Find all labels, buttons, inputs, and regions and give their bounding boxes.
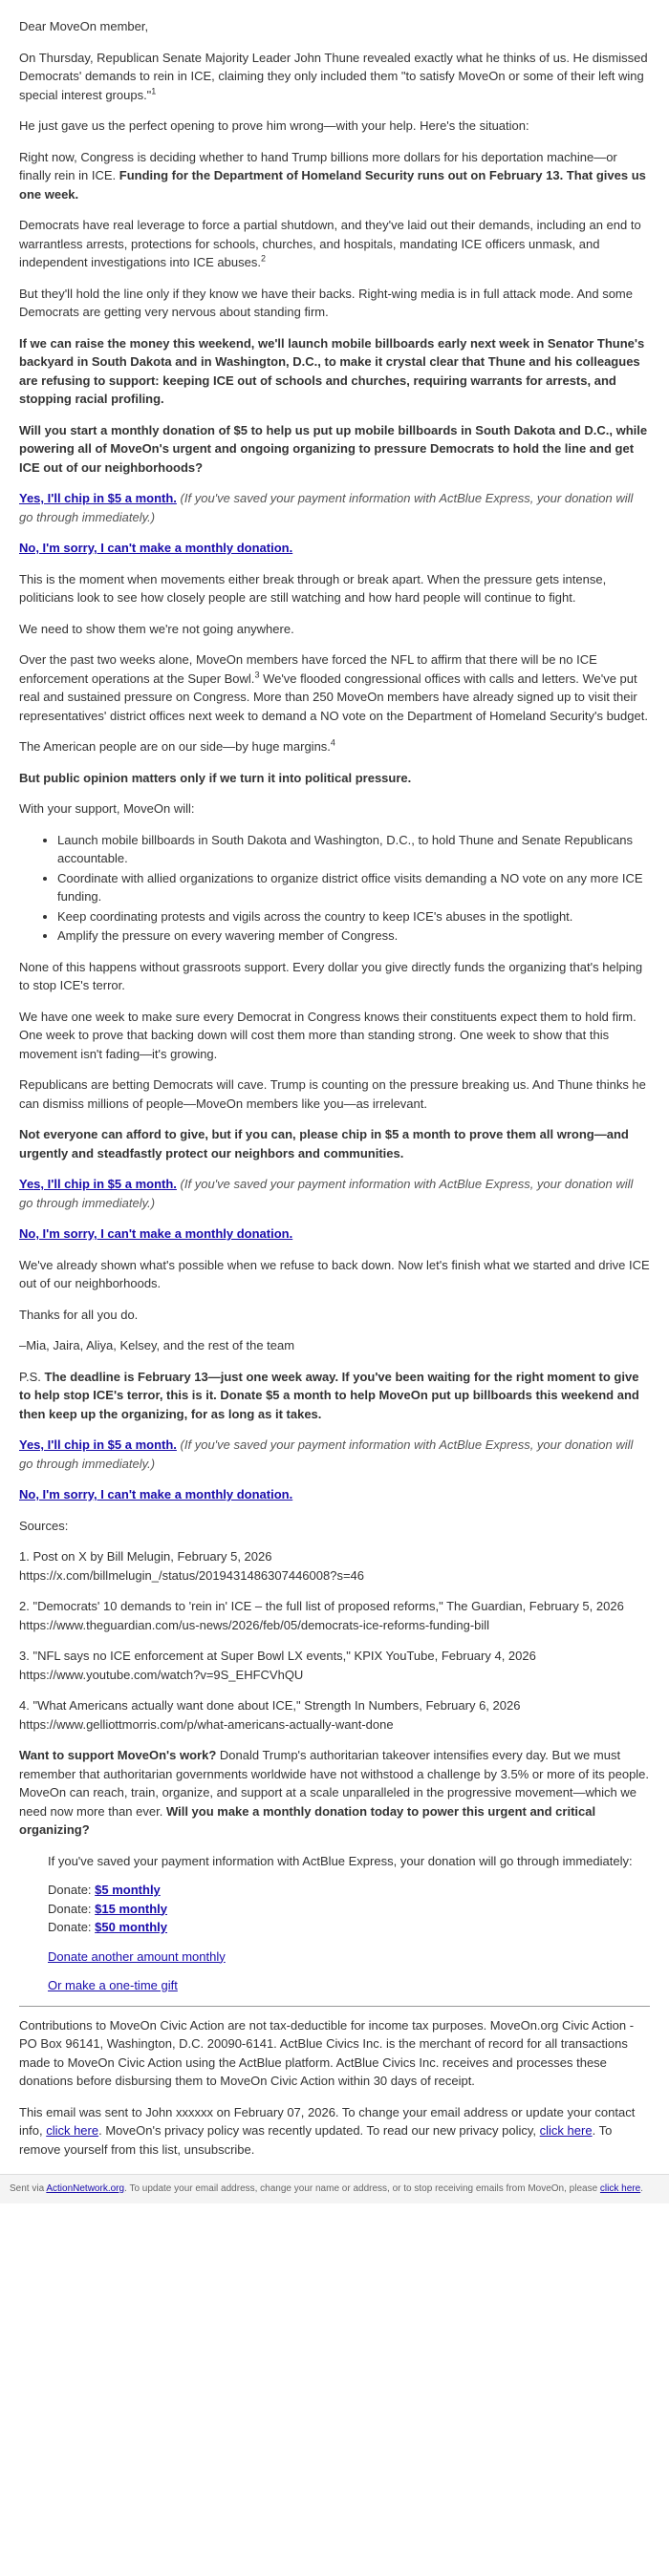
paragraph: We need to show them we're not going anywhere.: [19, 621, 294, 636]
plan-list: [19, 831, 650, 946]
paragraph: Republicans are betting Democrats will cave. Trump is counting on the pressure breaking us. And Thune thinks he can dismiss millions of people—MoveOn members like you—as irrelevant.: [19, 1077, 646, 1111]
source-item: 4. "What Americans actually want done about ICE," Strength In Numbers, February 6, 2026 https://www.gelliottmorris.com/p/what-americans-actually-want-done: [19, 1698, 521, 1732]
paragraph: With your support, MoveOn will:: [19, 801, 195, 816]
donation-ask: Will you start a monthly donation of $5 to help us put up mobile billboards in South Dakota and D.C., while powering all of MoveOn's urgent and ongoing organizing to pressure Democrats to hold the line and get ICE out of our neighborhoods?: [19, 422, 648, 475]
cta-yes: [19, 1175, 650, 1212]
action-network-link[interactable]: ActionNetwork.org: [46, 2183, 125, 2194]
paragraph: Not everyone can afford to give, but if you can, please chip in $5 a month to prove them all wrong—and urgently and steadfastly protect our neighbors and communities.: [19, 1127, 629, 1160]
list-item: • Amplify the pressure on every wavering member of Congress.: [57, 926, 650, 946]
paragraph: He just gave us the perfect opening to prove him wrong—with your help. Here's the situation:: [19, 118, 529, 133]
donate-other-link[interactable]: Donate another amount monthly: [48, 1948, 226, 1964]
paragraph: If we can raise the money this weekend, we'll launch mobile billboards early next week in Senator Thune's backyard in South Dakota and in Washington, D.C., to make it crystal clear that Thune and his colleagues are refusing to support: keeping ICE out of schools and churches, requiring warrants for arrests, and stopping racial profiling.: [19, 335, 645, 406]
no-donate-link[interactable]: No, I'm sorry, I can't make a monthly donation.: [19, 1487, 293, 1501]
paragraph: Right now, Congress is deciding whether to hand Trump billions more dollars for his deportation machine—or finally rein in ICE. Funding for the Department of Homeland Security runs out on February 13. That gives us one week.: [19, 149, 646, 202]
footnote-ref: 3: [254, 670, 260, 680]
signoff: –Mia, Jaira, Aliya, Kelsey, and the rest of the team: [19, 1338, 295, 1352]
cta-no: [19, 1224, 650, 1244]
no-donate-link[interactable]: No, I'm sorry, I can't make a monthly donation.: [19, 541, 293, 555]
donate-option: Donate: $50 monthly: [48, 1920, 168, 1934]
donate-option: Donate: $5 monthly: [48, 1883, 161, 1897]
donate-15-link[interactable]: $15 monthly: [95, 1901, 168, 1916]
actblue-note: (If you've saved your payment information with ActBlue Express, your donation will go through immediately.): [19, 1177, 634, 1210]
paragraph: We have one week to make sure every Democrat in Congress knows their constituents expect them to hold firm. One week to prove that backing down will cost them more than standing strong. One week to show that this movement isn't fading—it's growing.: [19, 1009, 637, 1061]
donate-intro: If you've saved your payment information with ActBlue Express, your donation will go through immediately:: [48, 1853, 633, 1868]
actblue-note: (If you've saved your payment information with ActBlue Express, your donation will go through immediately.): [19, 1437, 634, 1471]
cta-yes: [19, 1436, 650, 1473]
sources-heading: Sources:: [19, 1518, 69, 1533]
donate-block: [19, 1852, 650, 1995]
source-item: 2. "Democrats' 10 demands to 'rein in' ICE – the full list of proposed reforms," The Guardian, February 5, 2026 https://www.theguardian.com/us-news/2026/feb/05/democrats-ice-reforms-funding-bill: [19, 1599, 624, 1632]
cta-no: [19, 1485, 650, 1504]
cta-yes: [19, 489, 650, 526]
footnote-ref: 1: [151, 86, 157, 96]
yes-donate-link[interactable]: Yes, I'll chip in $5 a month.: [19, 1437, 177, 1452]
paragraph: Thanks for all you do.: [19, 1307, 139, 1322]
paragraph: Democrats have real leverage to force a partial shutdown, and they've laid out their demands, including an end to warrantless arrests, protections for schools, churches, and hospitals, mandating ICE officers unmask, and independent investigations into ICE abuses.$^2$: [19, 218, 641, 269]
one-time-gift-link[interactable]: Or make a one-time gift: [48, 1978, 178, 1992]
email-notice: This email was sent to John xxxxxx on February 07, 2026. To change your email address or update your contact info, click here. MoveOn's privacy policy was recently updated. To read our new privacy policy, click here. To remove yourself from this list, unsubscribe.: [19, 2104, 636, 2157]
paragraph: The American people are on our side—by huge margins.$^4$: [19, 737, 335, 754]
yes-donate-link[interactable]: Yes, I'll chip in $5 a month.: [19, 1177, 177, 1191]
donate-5-link[interactable]: $5 monthly: [95, 1883, 161, 1897]
paragraph: This is the moment when movements either break through or break apart. When the pressure gets intense, politicians look to see how closely people are still watching and how hard people will continue to fight.: [19, 571, 607, 605]
divider: [19, 2006, 650, 2007]
no-donate-link[interactable]: No, I'm sorry, I can't make a monthly donation.: [19, 1226, 293, 1241]
paragraph: But they'll hold the line only if they know we have their backs. Right-wing media is in full attack mode. And some Democrats are getting very nervous about standing firm.: [19, 286, 633, 319]
privacy-policy-link[interactable]: click here: [539, 2123, 593, 2138]
source-item: 1. Post on X by Bill Melugin, February 5, 2026 https://x.com/billmelugin_/status/2019431486307446008?s=46: [19, 1549, 365, 1583]
donate-50-link[interactable]: $50 monthly: [95, 1920, 168, 1934]
donate-option: Donate: $15 monthly: [48, 1901, 168, 1916]
yes-donate-link[interactable]: Yes, I'll chip in $5 a month.: [19, 491, 177, 505]
list-item: • Keep coordinating protests and vigils across the country to keep ICE's abuses in the spotlight.: [57, 907, 650, 926]
footnote-ref: 2: [260, 253, 266, 264]
cta-no: [19, 539, 650, 558]
legal-text: Contributions to MoveOn Civic Action are not tax-deductible for income tax purposes. MoveOn.org Civic Action - PO Box 96141, Washington, D.C. 20090-6141. ActBlue Civics Inc. is the merchant of record for all transactions made to MoveOn Civic Action using the ActBlue platform. ActBlue Civics Inc. receives and processes these donations before disbursing them to MoveOn Civic Action within 30 days of receipt.: [19, 2017, 635, 2088]
update-contact-link[interactable]: click here: [46, 2123, 99, 2138]
source-item: 3. "NFL says no ICE enforcement at Super Bowl LX events," KPIX YouTube, February 4, 2026 https://www.youtube.com/watch?v=9S_EHFCVhQU: [19, 1649, 536, 1682]
paragraph: Over the past two weeks alone, MoveOn members have forced the NFL to affirm that there will be no ICE enforcement operations at the Super Bowl.$^3$ We've flooded congressional offices with calls and letters. We've put real and sustained pressure on Congress. More than 250 MoveOn members have already signed up to visit their representatives' district offices next week to demand a NO vote on the Department of Homeland Security's budget.: [19, 652, 648, 723]
paragraph: But public opinion matters only if we turn it into political pressure.: [19, 770, 412, 785]
footer: Sent via ActionNetwork.org. To update your email address, change your name or address, or to stop receiving emails from MoveOn, please click here.: [0, 2174, 669, 2203]
footer-click-here-link[interactable]: click here: [599, 2183, 641, 2194]
greeting: Dear MoveOn member,: [19, 19, 149, 33]
paragraph: None of this happens without grassroots support. Every dollar you give directly funds the organizing that's helping to stop ICE's terror.: [19, 959, 643, 992]
paragraph: On Thursday, Republican Senate Majority Leader John Thune revealed exactly what he thinks of us. He dismissed Democrats' demands to rein in ICE, claiming they only included them "to satisfy MoveOn or some of their left wing special interest groups."$^1$: [19, 50, 648, 102]
footnote-ref: 4: [330, 737, 335, 748]
support-paragraph: Want to support MoveOn's work? Donald Trump's authoritarian takeover intensifies every day. But we must remember that authoritarian governments worldwide have not withstood a challenge by 3.5% or more of its people. MoveOn can reach, train, organize, and support at a scale unparalleled in the progressive movement—which we need now more than ever. Will you make a monthly donation today to power this urgent and critical organizing?: [19, 1748, 650, 1837]
paragraph: We've already shown what's possible when we refuse to back down. Now let's finish what we started and drive ICE out of our neighborhoods.: [19, 1257, 650, 1290]
postscript: P.S. The deadline is February 13—just one week away. If you've been waiting for the right moment to give to help stop ICE's terror, this is it. Donate $5 a month to help MoveOn put up billboards this weekend and then keep up the organizing, for as long as it takes.: [19, 1369, 639, 1421]
actblue-note: (If you've saved your payment information with ActBlue Express, your donation will go through immediately.): [19, 491, 634, 524]
list-item: • Coordinate with allied organizations to organize district office visits demanding a NO vote on any more ICE funding.: [57, 869, 650, 906]
list-item: • Launch mobile billboards in South Dakota and Washington, D.C., to hold Thune and Senate Republicans accountable.: [57, 831, 650, 868]
